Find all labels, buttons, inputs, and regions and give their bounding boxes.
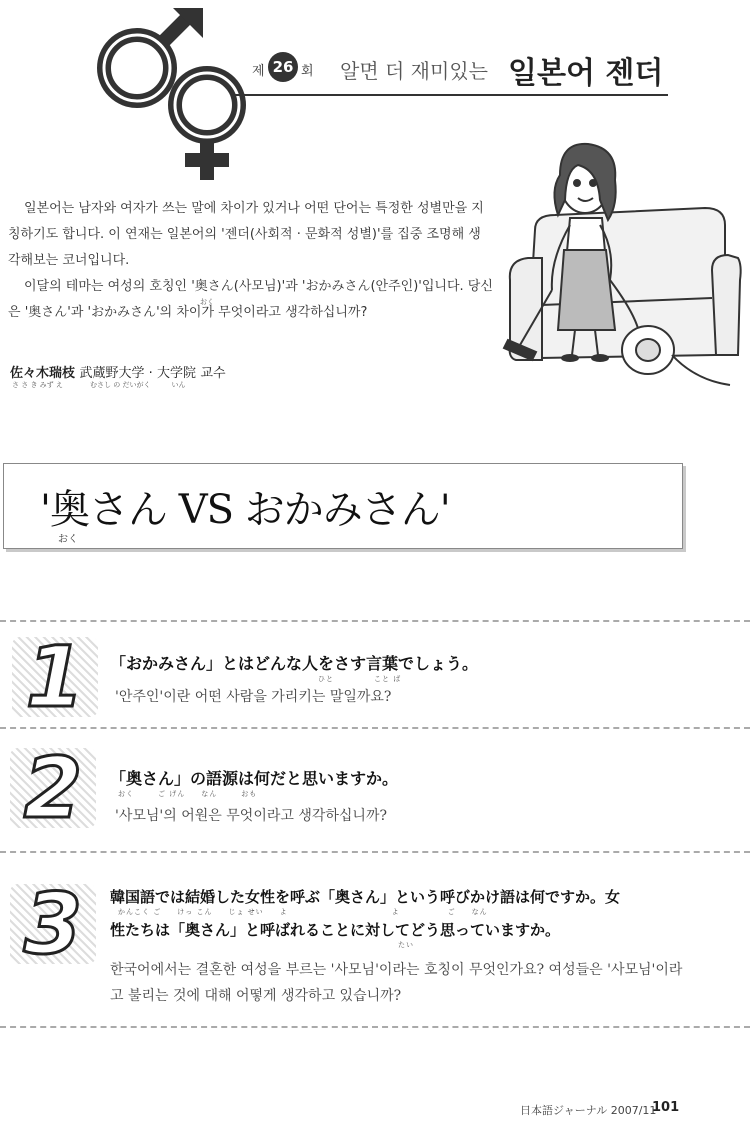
- page-number: 101: [652, 1100, 680, 1115]
- question-2-korean: '사모님'의 어원은 무엇이라고 생각하십니까?: [115, 808, 387, 824]
- intro-text: [8, 196, 493, 326]
- author-line: [10, 362, 226, 381]
- series-suffix: 회: [301, 64, 314, 79]
- question-3-korean: 한국어에서는 결혼한 여성을 부르는 '사모님'이라는 호칭이 무엇인가요? 여성들은 '사모님'이라고 불리는 것에 대해 어떻게 생각하고 있습니까?: [110, 962, 683, 1004]
- episode-number-badge: 26: [268, 52, 298, 82]
- question-2-japanese: 「奥さん」の語源は何だと思いますか。: [110, 769, 399, 788]
- series-prefix: 제: [252, 64, 265, 79]
- intro-paragraph-2: 이달의 테마는 여성의 호칭인 '奥さん(사모님)'과 'おかみさん(안주인)'입니다. 당신은 '奥さん'과 'おかみさん'의 차이가 무엇이라고 생각하십니까?: [8, 279, 493, 320]
- question-3-ruby-2: たい: [398, 941, 414, 949]
- author-affiliation-ruby: むさし の だいがく いん: [90, 381, 186, 389]
- intro-paragraph-1: 일본어는 남자와 여자가 쓰는 말에 차이가 있거나 어떤 단어는 특정한 성별만을 지칭하기도 합니다. 이 연재는 일본어의 '젠더(사회적 · 문화적 성별)'를 집중 조명해 생각해보는 코너입니다.: [8, 201, 484, 268]
- question-3-ruby-1: かんこく ご けっ こん じょ せい よ よ ご なん: [118, 908, 488, 916]
- intro-ruby-oku: おく: [200, 298, 214, 306]
- banner-ruby: おく: [58, 534, 78, 545]
- author-position: 교수: [200, 366, 226, 381]
- divider: [0, 620, 750, 622]
- author-affiliation: 武蔵野大学 · 大学院: [79, 366, 196, 381]
- header-rule: [233, 94, 668, 96]
- question-2-ruby: おく ご げん なん おも: [118, 790, 258, 798]
- footer-journal: 日本語ジャーナル 2007/11: [520, 1104, 657, 1117]
- series-subtitle: 알면 더 재미있는: [340, 59, 488, 83]
- question-3-japanese-line-1: 韓国語では結婚した女性を呼ぶ「奥さん」という呼びかけ語は何ですか。女: [110, 888, 621, 906]
- question-number-2: 2: [10, 748, 96, 828]
- divider: [0, 727, 750, 729]
- question-1-ruby: ひと こと ば: [318, 675, 402, 683]
- divider: [0, 1026, 750, 1028]
- divider: [0, 851, 750, 853]
- question-number-1: 1: [12, 637, 98, 717]
- woman-vacuuming-illustration: [480, 130, 745, 400]
- author-name: 佐々木瑞枝: [10, 366, 76, 381]
- question-1-korean: '안주인'이란 어떤 사람을 가리키는 말일까요?: [115, 689, 392, 705]
- question-1-japanese: 「おかみさん」とはどんな人をさす言葉でしょう。: [110, 654, 479, 673]
- author-name-ruby: さ さ き みず え: [12, 381, 63, 389]
- banner-title: '奥さん VS おかみさん': [40, 487, 450, 533]
- question-3-japanese-line-2: 性たちは「奥さん」と呼ばれることに対してどう思っていますか。: [110, 921, 561, 939]
- series-title: 일본어 젠더: [508, 56, 664, 91]
- question-number-3: 3: [10, 884, 96, 964]
